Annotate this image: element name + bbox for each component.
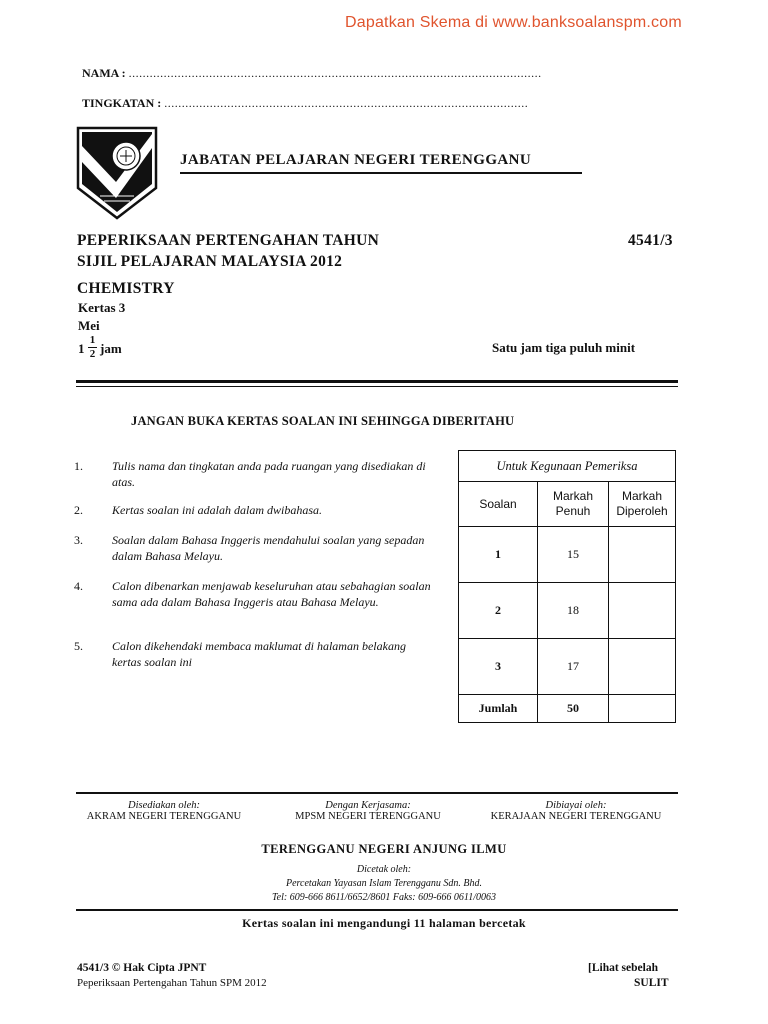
name-dotted-line: ...................................................................................................................... <box>128 66 542 80</box>
code-copyright: 4541/3 © Hak Cipta JPNT <box>77 962 207 974</box>
duration-unit: jam <box>100 341 122 356</box>
name-label: NAMA : <box>82 66 126 80</box>
question-number: 3 <box>459 639 538 695</box>
exam-month: Mei <box>78 318 100 333</box>
watermark-text[interactable]: Dapatkan Skema di www.banksoalanspm.com <box>345 14 682 31</box>
instruction-number: 4. <box>74 579 83 593</box>
funded-by: KERAJAAN NEGERI TERENGGANU <box>490 811 662 822</box>
full-marks: 18 <box>538 583 609 639</box>
exam-title-line2: SIJIL PELAJARAN MALAYSIA 2012 <box>77 253 343 270</box>
funded-by-block <box>470 800 682 822</box>
footer-divider <box>76 792 678 794</box>
paper-code: 4541/3 <box>628 232 673 249</box>
total-full-marks: 50 <box>538 695 609 723</box>
department-underline <box>180 172 582 174</box>
table-total-row <box>459 695 676 723</box>
instruction-text: Calon dikehendaki membaca maklumat di halaman belakang kertas soalan ini <box>112 639 406 669</box>
marks-obtained-cell[interactable] <box>609 583 676 639</box>
printed-label: Dicetak oleh: <box>356 864 412 875</box>
table-caption: Untuk Kegunaan Pemeriksa <box>459 451 676 482</box>
do-not-open-notice: JANGAN BUKA KERTAS SOALAN INI SEHINGGA DIBERITAHU <box>131 414 515 428</box>
column-header-full-marks: Markah Penuh <box>538 482 609 527</box>
question-number: 1 <box>459 527 538 583</box>
form-label: TINGKATAN : <box>82 96 162 110</box>
full-marks: 15 <box>538 527 609 583</box>
instruction-text: Calon dibenarkan menjawab keseluruhan atau sebahagian soalan sama ada dalam Bahasa Inggeris atau Bahasa Melayu. <box>112 579 431 609</box>
partner-label: Dengan Kerjasama: <box>325 800 411 811</box>
see-next-page: [Lihat sebelah <box>588 962 658 974</box>
duration-words: Satu jam tiga puluh minit <box>492 340 636 355</box>
partner-name: MPSM NEGERI TERENGGANU <box>295 811 441 822</box>
duration-whole: 1 <box>78 341 85 356</box>
duration-denominator: 2 <box>89 348 96 360</box>
pages-divider <box>76 909 678 911</box>
funded-label: Dibiayai oleh: <box>545 800 607 811</box>
classification-label: SULIT <box>634 977 669 989</box>
department-name: JABATAN PELAJARAN NEGERI TERENGGANU <box>180 152 532 168</box>
page-count-note: Kertas soalan ini mengandungi 11 halaman bercetak <box>242 916 526 930</box>
divider-thin <box>76 386 678 387</box>
marks-obtained-cell[interactable] <box>609 639 676 695</box>
state-education-logo <box>76 126 158 220</box>
question-number: 2 <box>459 583 538 639</box>
form-dotted-line: ........................................................................................................ <box>164 96 529 110</box>
exam-title-line1: PEPERIKSAAN PERTENGAHAN TAHUN <box>77 232 380 249</box>
printer-name: Percetakan Yayasan Islam Terengganu Sdn. Bhd. <box>285 878 482 889</box>
subject-name: CHEMISTRY <box>77 280 175 297</box>
partner-block <box>268 800 468 822</box>
divider-thick <box>76 380 678 383</box>
table-row <box>459 583 676 639</box>
full-marks: 17 <box>538 639 609 695</box>
duration-numerator: 1 <box>89 334 96 346</box>
table-row <box>459 639 676 695</box>
instruction-text: Kertas soalan ini adalah dalam dwibahasa. <box>112 503 323 517</box>
state-motto: TERENGGANU NEGERI ANJUNG ILMU <box>261 842 507 856</box>
instruction-number: 2. <box>74 503 83 517</box>
marks-obtained-cell[interactable] <box>609 527 676 583</box>
prepared-by: AKRAM NEGERI TERENGGANU <box>86 811 242 822</box>
column-header-marks-obtained: Markah Diperoleh <box>609 482 676 527</box>
examiner-marks-table <box>458 450 676 723</box>
total-label: Jumlah <box>459 695 538 723</box>
column-header-question: Soalan <box>459 482 538 527</box>
exam-footer-name: Peperiksaan Pertengahan Tahun SPM 2012 <box>77 977 267 989</box>
instruction-text: Tulis nama dan tingkatan anda pada ruangan yang disediakan di atas. <box>112 459 426 489</box>
instruction-number: 1. <box>74 459 83 473</box>
printer-contact: Tel: 609-666 8611/6652/8601 Faks: 609-666 0611/0063 <box>272 892 496 903</box>
table-row <box>459 527 676 583</box>
instruction-text: Soalan dalam Bahasa Inggeris mendahului soalan yang sepadan dalam Bahasa Melayu. <box>112 533 425 563</box>
duration-fraction <box>88 335 97 360</box>
prepared-by-block <box>64 800 264 822</box>
prepared-label: Disediakan oleh: <box>127 800 201 811</box>
name-field <box>82 66 542 81</box>
instruction-number: 5. <box>74 639 83 653</box>
form-field <box>82 96 528 111</box>
paper-number: Kertas 3 <box>78 300 126 315</box>
total-marks-obtained-cell[interactable] <box>609 695 676 723</box>
instruction-number: 3. <box>74 533 83 547</box>
